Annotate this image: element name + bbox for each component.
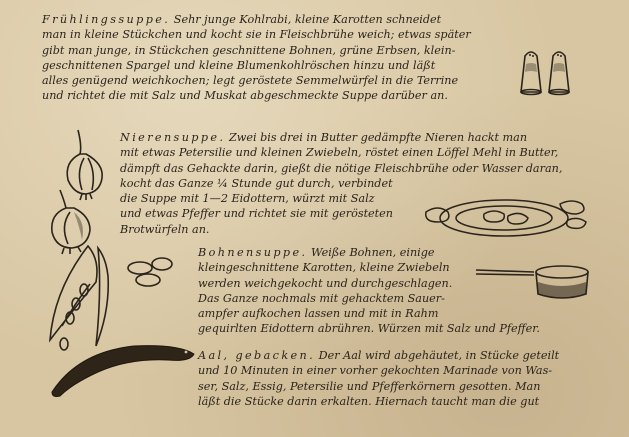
recipe-fruehlingssuppe — [42, 12, 510, 104]
recipe-line: werden weichgekocht und durchgeschlagen. — [198, 276, 453, 290]
recipe-line: gibt man junge, in Stückchen geschnittene Bohnen, grüne Erbsen, klein- — [42, 43, 456, 57]
recipe-line: die Suppe mit 1—2 Eidottern, würzt mit Salz — [120, 192, 375, 206]
salt-pepper-shakers-icon — [515, 38, 575, 96]
recipe-line: und richtet die mit Salz und Muskat abgeschmeckte Suppe darüber an. — [42, 89, 448, 103]
recipe-line: Aal, gebacken. Der Aal wird abgehäutet, in Stücke geteilt — [198, 349, 560, 362]
recipe-line: Brotwürfeln an. — [120, 222, 210, 236]
recipe-line: geschnittenen Spargel und kleine Blumenkohlröschen hinzu und läßt — [42, 58, 436, 72]
recipe-aal-gebacken — [198, 348, 590, 409]
recipe-line: kleingeschnittene Karotten, kleine Zwiebeln — [198, 261, 450, 275]
recipe-line: mit etwas Petersilie und kleinen Zwiebeln, röstet einen Löffel Mehl in Butter, — [120, 146, 559, 160]
recipe-line: Das Ganze nochmals mit gehacktem Sauer- — [198, 291, 445, 305]
recipe-title: Aal, gebacken. — [198, 349, 316, 362]
recipe-line: man in kleine Stückchen und kocht sie in Fleischbrühe weich; etwas später — [42, 28, 471, 42]
recipe-line: alles genügend weichkochen; legt geröstete Semmelwürfel in die Terrine — [42, 74, 459, 88]
recipe-title: Frühlingssuppe. — [42, 13, 171, 26]
bean-pods-icon — [44, 240, 174, 352]
recipe-line: gequirlten Eidottern abrühren. Würzen mit Salz und Pfeffer. — [198, 322, 540, 336]
recipe-line: ser, Salz, Essig, Petersilie und Pfefferkörnern gesotten. Man — [198, 379, 541, 393]
recipe-line: läßt die Stücke darin erkalten. Hiernach taucht man die gut — [198, 394, 540, 408]
recipe-line: Bohnensuppe. Weiße Bohnen, einige — [198, 246, 435, 259]
recipe-title: Bohnensuppe. — [198, 246, 308, 259]
recipe-line: Frühlingssuppe. Sehr junge Kohlrabi, kleine Karotten schneidet — [42, 13, 442, 26]
plate-kidneys-icon — [422, 192, 592, 240]
recipe-line: und etwas Pfeffer und richtet sie mit gerösteten — [120, 207, 394, 221]
recipe-line: kocht das Ganze ¼ Stunde gut durch, verbindet — [120, 176, 393, 190]
recipe-title: Nierensuppe. — [120, 131, 226, 144]
recipe-line: dämpft das Gehackte darin, gießt die nötige Fleischbrühe oder Wasser daran, — [120, 161, 563, 175]
recipe-line: und 10 Minuten in einer vorher gekochten Marinade von Was- — [198, 364, 553, 378]
recipe-line: ampfer aufkochen lassen und mit in Rahm — [198, 307, 439, 321]
eel-icon — [48, 338, 198, 400]
recipe-line: Nierensuppe. Zwei bis drei in Butter gedämpfte Nieren hackt man — [120, 131, 528, 144]
saucepan-icon — [474, 260, 592, 304]
